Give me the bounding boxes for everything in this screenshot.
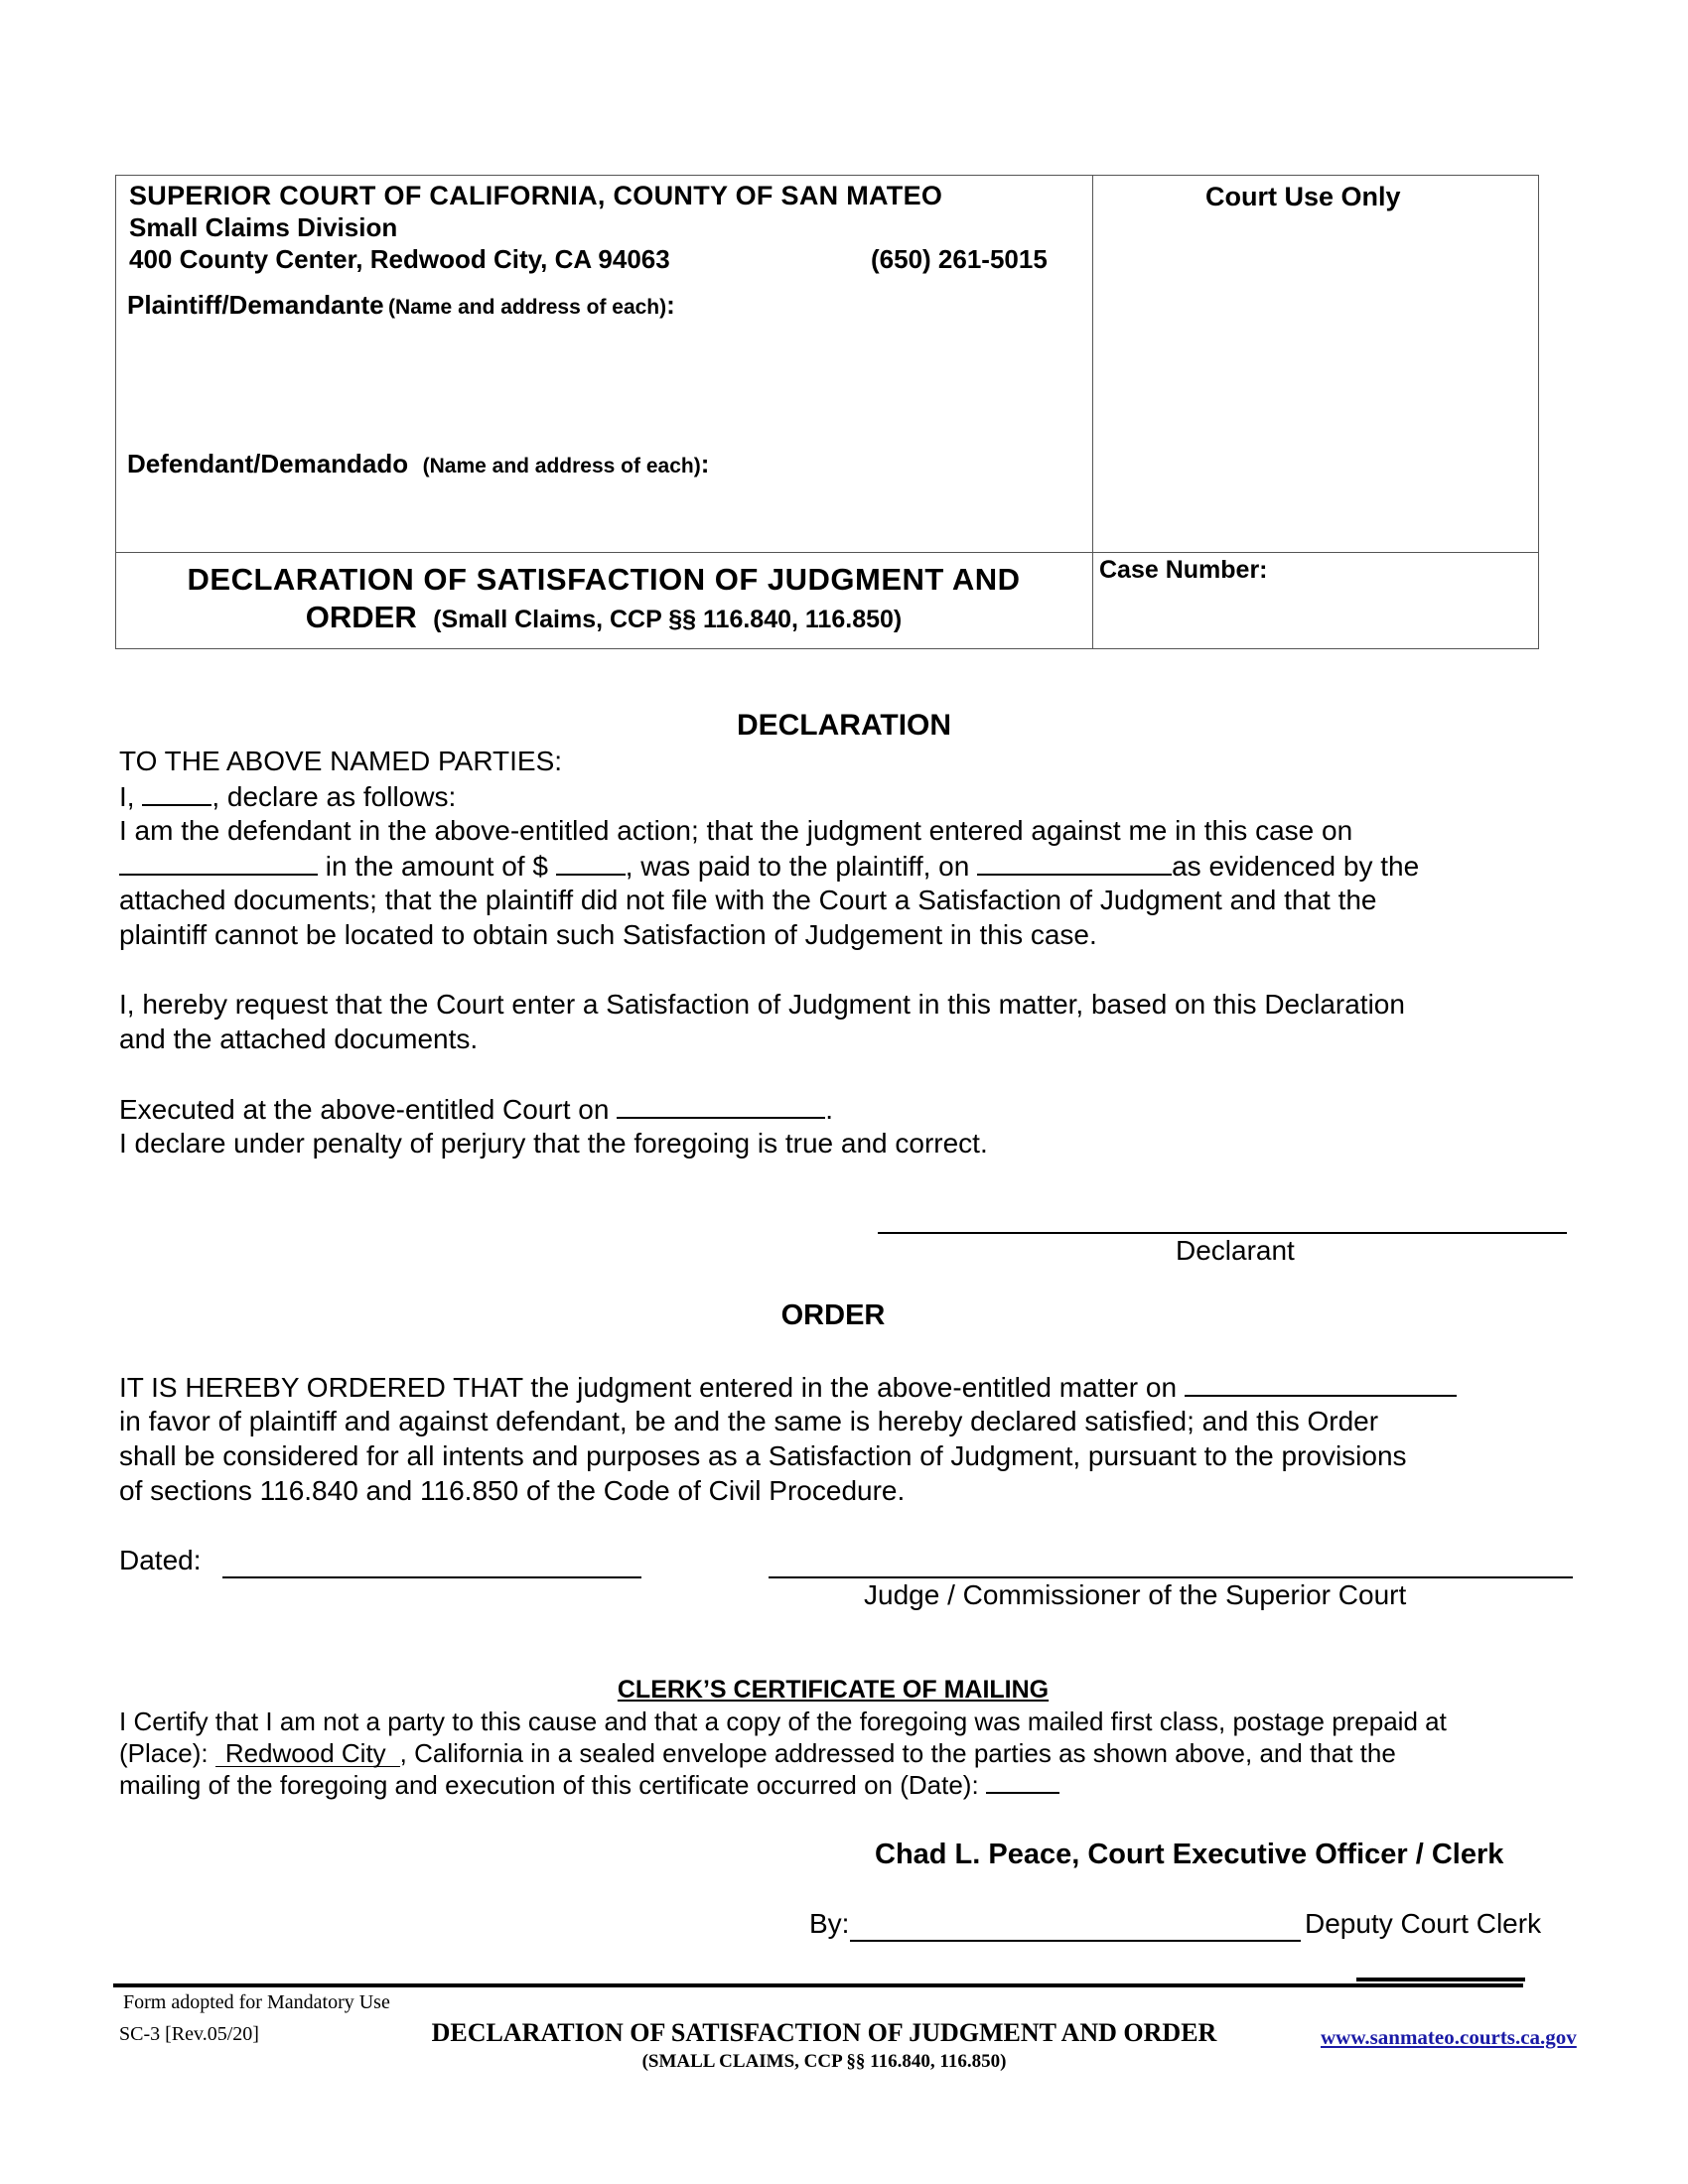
- place-value[interactable]: Redwood City: [215, 1740, 400, 1767]
- paragraph1-line3: attached documents; that the plaintiff did not file with the Court a Satisfaction of Judgment and that the: [119, 885, 1377, 915]
- caption-divider-vertical: [1092, 175, 1093, 649]
- by-label: By:: [809, 1908, 850, 1939]
- form-title-order: ORDER: [305, 600, 417, 634]
- court-use-only-label: Court Use Only: [1205, 182, 1401, 211]
- mailing-date-blank[interactable]: [986, 1770, 1059, 1794]
- footer-adopted: Form adopted for Mandatory Use: [123, 1991, 390, 2013]
- amount-blank[interactable]: [556, 848, 626, 876]
- form-title-line1: DECLARATION OF SATISFACTION OF JUDGMENT AND: [187, 562, 1021, 597]
- place-suffix: , California in a sealed envelope addressed to the parties as shown above, and that the: [399, 1738, 1396, 1768]
- clerk-officer-name: Chad L. Peace, Court Executive Officer / Clerk: [875, 1839, 1504, 1870]
- dated-label: Dated:: [119, 1545, 202, 1575]
- declarant-label: Declarant: [1176, 1235, 1295, 1266]
- plaintiff-field[interactable]: [127, 290, 675, 321]
- order-line4: of sections 116.840 and 116.850 of the Code of Civil Procedure.: [119, 1475, 906, 1506]
- caption-divider-horizontal: [115, 552, 1539, 553]
- defendant-field[interactable]: [127, 449, 709, 479]
- dated-blank[interactable]: [222, 1576, 641, 1578]
- footer-website-link[interactable]: www.sanmateo.courts.ca.gov: [1321, 2025, 1577, 2049]
- court-division: Small Claims Division: [129, 212, 398, 242]
- plaintiff-note: (Name and address of each): [388, 296, 667, 319]
- mailing-date-label: mailing of the foregoing and execution of this certificate occurred on (Date):: [119, 1770, 979, 1800]
- case-number-field[interactable]: Case Number:: [1099, 556, 1268, 584]
- defendant-note: (Name and address of each): [422, 455, 701, 478]
- clerk-certificate-line3: [119, 1769, 1059, 1801]
- paragraph2-line2: and the attached documents.: [119, 1024, 479, 1054]
- declarant-name-blank[interactable]: [142, 778, 211, 806]
- defendant-colon: :: [700, 449, 710, 478]
- paragraph1-line4: plaintiff cannot be located to obtain such Satisfaction of Judgement in this case.: [119, 919, 1097, 950]
- declarant-name-line: [119, 778, 456, 814]
- executed-date-blank[interactable]: [617, 1091, 825, 1119]
- perjury-statement: I declare under penalty of perjury that the foregoing is true and correct.: [119, 1128, 988, 1159]
- evidenced-label: as evidenced by the: [1172, 851, 1420, 882]
- deputy-signature-line[interactable]: [850, 1940, 1301, 1942]
- executed-prefix: Executed at the above-entitled Court on: [119, 1094, 610, 1125]
- place-label: (Place):: [119, 1738, 209, 1768]
- declaration-heading: DECLARATION: [736, 709, 952, 742]
- court-address: 400 County Center, Redwood City, CA 94063: [129, 244, 670, 274]
- paid-label: , was paid to the plaintiff, on: [625, 851, 970, 882]
- plaintiff-label: Plaintiff/Demandante: [127, 290, 384, 320]
- plaintiff-colon: :: [666, 290, 675, 320]
- order-line1: [119, 1369, 1457, 1405]
- order-heading: ORDER: [780, 1299, 886, 1331]
- form-title-subtitle: (Small Claims, CCP §§ 116.840, 116.850): [433, 606, 903, 633]
- footer-rule-accent: [1356, 1978, 1525, 1981]
- clerk-certificate-line2: [119, 1737, 1396, 1769]
- judgment-date-blank[interactable]: [119, 848, 318, 876]
- paid-date-blank[interactable]: [977, 848, 1172, 876]
- order-line3: shall be considered for all intents and purposes as a Satisfaction of Judgment, pursuant to the provisions: [119, 1440, 1407, 1471]
- deputy-label: Deputy Court Clerk: [1305, 1908, 1542, 1939]
- line-i-prefix: I,: [119, 781, 135, 812]
- court-name: SUPERIOR COURT OF CALIFORNIA, COUNTY OF SAN MATEO: [129, 181, 943, 210]
- amount-label: in the amount of $: [325, 851, 548, 882]
- defendant-label: Defendant/Demandado: [127, 449, 409, 478]
- executed-suffix: .: [825, 1094, 833, 1125]
- salutation: TO THE ABOVE NAMED PARTIES:: [119, 746, 563, 776]
- footer-subtitle: (SMALL CLAIMS, CCP §§ 116.840, 116.850): [641, 2051, 1007, 2072]
- paragraph1-line2: [119, 848, 1419, 884]
- form-title: [115, 562, 1092, 635]
- footer-form-id: SC-3 [Rev.05/20]: [119, 2023, 259, 2045]
- order-line2: in favor of plaintiff and against defendant, be and the same is hereby declared satisfied; and this Order: [119, 1406, 1379, 1436]
- paragraph2-line1: I, hereby request that the Court enter a Satisfaction of Judgment in this matter, based on this Declaration: [119, 989, 1405, 1020]
- footer-rule: [113, 1983, 1523, 1987]
- line-i-suffix: , declare as follows:: [211, 781, 457, 812]
- footer-title: DECLARATION OF SATISFACTION OF JUDGMENT AND ORDER: [431, 2018, 1217, 2047]
- order-judgment-date-blank[interactable]: [1185, 1369, 1457, 1397]
- court-phone: (650) 261-5015: [871, 244, 1048, 274]
- clerk-certificate-heading: CLERK’S CERTIFICATE OF MAILING: [617, 1676, 1050, 1704]
- clerk-certificate-line1: I Certify that I am not a party to this cause and that a copy of the foregoing was mailed first class, postage prepaid at: [119, 1706, 1447, 1736]
- paragraph1-line1: I am the defendant in the above-entitled action; that the judgment entered against me in this case on: [119, 815, 1353, 846]
- executed-line: [119, 1091, 833, 1127]
- judge-label: Judge / Commissioner of the Superior Court: [864, 1579, 1407, 1610]
- order-line1-text: IT IS HEREBY ORDERED THAT the judgment entered in the above-entitled matter on: [119, 1372, 1178, 1403]
